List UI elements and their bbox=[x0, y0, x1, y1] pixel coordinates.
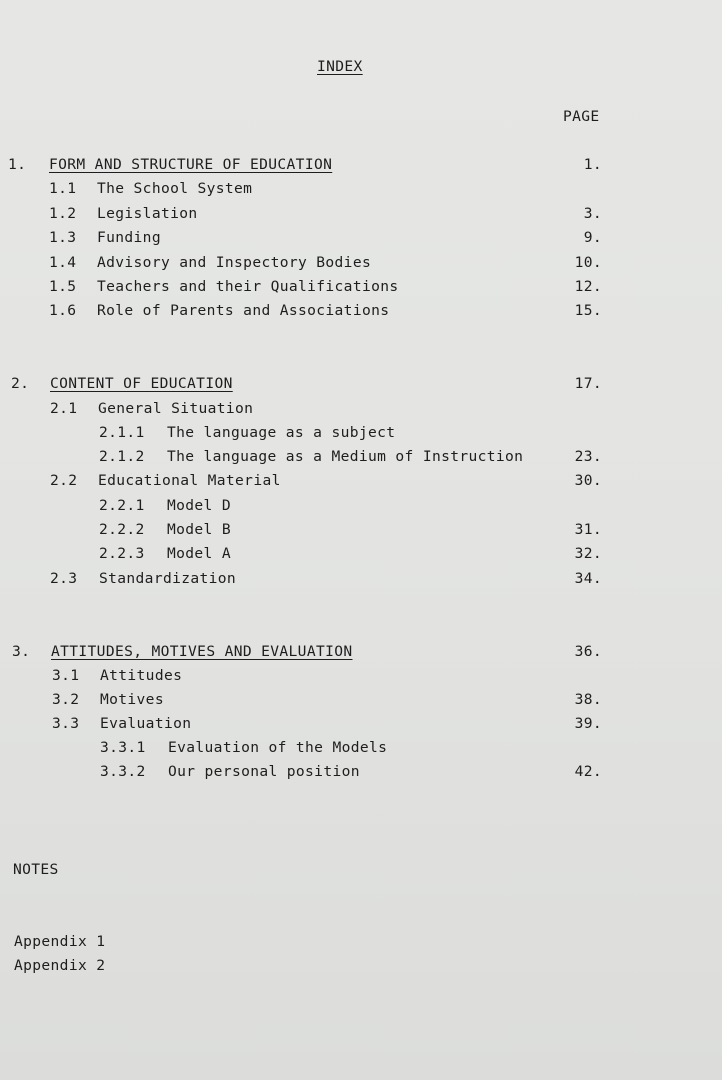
item-number: 2.2.1 bbox=[99, 497, 145, 514]
item-page: 9. bbox=[583, 229, 602, 246]
item-page: 38. bbox=[574, 691, 602, 708]
section-number: 1. bbox=[8, 156, 27, 173]
section-page: 36. bbox=[574, 643, 602, 660]
item-page: 32. bbox=[574, 545, 602, 562]
item-page: 10. bbox=[574, 254, 602, 271]
item-page: 34. bbox=[574, 570, 602, 587]
item-number: 2.1 bbox=[50, 400, 78, 417]
item-label: The School System bbox=[97, 180, 253, 197]
page-column-header: PAGE bbox=[563, 108, 600, 125]
item-page: 12. bbox=[574, 278, 602, 295]
section-title: FORM AND STRUCTURE OF EDUCATION bbox=[49, 156, 333, 173]
item-number: 2.3 bbox=[50, 570, 78, 587]
appendix-1: Appendix 1 bbox=[14, 933, 106, 950]
item-number: 2.1.2 bbox=[99, 448, 145, 465]
item-number: 3.3.1 bbox=[100, 739, 146, 756]
item-number: 1.6 bbox=[49, 302, 77, 319]
item-label: Model B bbox=[167, 521, 231, 538]
item-page: 30. bbox=[574, 472, 602, 489]
item-page: 31. bbox=[574, 521, 602, 538]
item-number: 1.1 bbox=[49, 180, 77, 197]
item-number: 2.2.3 bbox=[99, 545, 145, 562]
item-number: 2.2 bbox=[50, 472, 78, 489]
item-number: 3.2 bbox=[52, 691, 80, 708]
item-number: 3.3.2 bbox=[100, 763, 146, 780]
item-number: 1.3 bbox=[49, 229, 77, 246]
item-number: 3.1 bbox=[52, 667, 80, 684]
notes-heading: NOTES bbox=[13, 861, 59, 878]
item-label: Educational Material bbox=[98, 472, 281, 489]
section-title: CONTENT OF EDUCATION bbox=[50, 375, 233, 392]
appendix-2: Appendix 2 bbox=[14, 957, 106, 974]
item-number: 2.1.1 bbox=[99, 424, 145, 441]
item-label: Standardization bbox=[99, 570, 237, 587]
section-title: ATTITUDES, MOTIVES AND EVALUATION bbox=[51, 643, 353, 660]
section-number: 2. bbox=[11, 375, 30, 392]
item-label: General Situation bbox=[98, 400, 254, 417]
item-label: Legislation bbox=[97, 205, 198, 222]
section-number: 3. bbox=[12, 643, 31, 660]
item-label: Model A bbox=[167, 545, 231, 562]
item-number: 2.2.2 bbox=[99, 521, 145, 538]
item-label: Teachers and their Qualifications bbox=[97, 278, 399, 295]
section-page: 17. bbox=[574, 375, 602, 392]
item-page: 15. bbox=[574, 302, 602, 319]
item-page: 23. bbox=[574, 448, 602, 465]
item-label: Our personal position bbox=[168, 763, 360, 780]
index-title: INDEX bbox=[317, 58, 363, 75]
item-label: Attitudes bbox=[100, 667, 183, 684]
item-page: 42. bbox=[574, 763, 602, 780]
item-label: Model D bbox=[167, 497, 231, 514]
item-page: 39. bbox=[574, 715, 602, 732]
section-page: 1. bbox=[583, 156, 602, 173]
item-label: Evaluation of the Models bbox=[168, 739, 388, 756]
item-label: Role of Parents and Associations bbox=[97, 302, 390, 319]
item-label: Funding bbox=[97, 229, 161, 246]
item-page: 3. bbox=[583, 205, 602, 222]
item-label: Evaluation bbox=[100, 715, 192, 732]
item-number: 1.2 bbox=[49, 205, 77, 222]
item-number: 3.3 bbox=[52, 715, 80, 732]
item-number: 1.5 bbox=[49, 278, 77, 295]
item-label: Motives bbox=[100, 691, 164, 708]
item-label: Advisory and Inspectory Bodies bbox=[97, 254, 372, 271]
item-label: The language as a Medium of Instruction bbox=[167, 448, 524, 465]
item-label: The language as a subject bbox=[167, 424, 396, 441]
item-number: 1.4 bbox=[49, 254, 77, 271]
